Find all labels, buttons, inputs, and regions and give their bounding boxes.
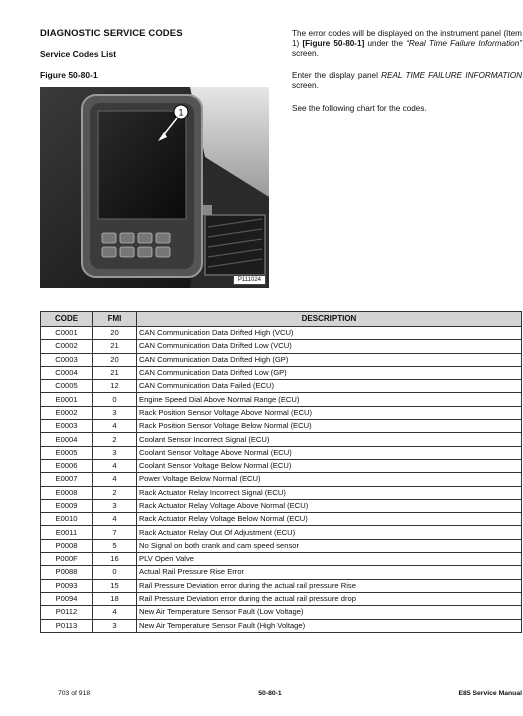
fmi-cell: 4	[93, 459, 137, 472]
code-cell: E0004	[41, 433, 93, 446]
fmi-cell: 0	[93, 393, 137, 406]
code-cell: C0001	[41, 327, 93, 340]
fmi-cell: 4	[93, 606, 137, 619]
instrument-panel-illustration	[40, 87, 269, 288]
description-cell: New Air Temperature Sensor Fault (Low Voltage)	[137, 606, 522, 619]
section-title: DIAGNOSTIC SERVICE CODES	[40, 28, 183, 39]
fmi-cell: 21	[93, 340, 137, 353]
table-row	[41, 566, 522, 579]
manual-title: E85 Service Manual	[458, 690, 522, 697]
description-cell: CAN Communication Data Drifted High (GP)	[137, 353, 522, 366]
code-cell: C0004	[41, 366, 93, 379]
table-row	[41, 606, 522, 619]
code-cell: P0093	[41, 579, 93, 592]
table-row	[41, 499, 522, 512]
description-cell: Coolant Sensor Voltage Above Normal (ECU)	[137, 446, 522, 459]
table-row	[41, 327, 522, 340]
table-row	[41, 433, 522, 446]
table-row	[41, 553, 522, 566]
table-row	[41, 366, 522, 379]
paragraph-see-chart: See the following chart for the codes.	[292, 104, 427, 113]
code-cell: C0002	[41, 340, 93, 353]
description-cell: Actual Rail Pressure Rise Error	[137, 566, 522, 579]
fmi-cell: 20	[93, 327, 137, 340]
header-code: CODE	[41, 312, 93, 327]
fmi-cell: 4	[93, 420, 137, 433]
section-number: 50-80-1	[258, 690, 282, 697]
paragraph-enter-panel: Enter the display panel REAL TIME FAILURE INFORMATION screen.	[292, 71, 522, 90]
code-cell: P0088	[41, 566, 93, 579]
code-cell: E0009	[41, 499, 93, 512]
description-cell: Engine Speed Dial Above Normal Range (ECU)	[137, 393, 522, 406]
table-row	[41, 619, 522, 632]
fmi-cell: 2	[93, 433, 137, 446]
description-cell: Rack Position Sensor Voltage Above Normal (ECU)	[137, 406, 522, 419]
table-row	[41, 340, 522, 353]
description-cell: CAN Communication Data Drifted Low (GP)	[137, 366, 522, 379]
description-cell: CAN Communication Data Failed (ECU)	[137, 380, 522, 393]
code-cell: E0007	[41, 473, 93, 486]
subtitle: Service Codes List	[40, 49, 117, 59]
description-cell: CAN Communication Data Drifted High (VCU)	[137, 327, 522, 340]
table-row	[41, 513, 522, 526]
code-cell: P0094	[41, 592, 93, 605]
code-cell: P0008	[41, 539, 93, 552]
fmi-cell: 18	[93, 592, 137, 605]
code-cell: E0001	[41, 393, 93, 406]
table-row	[41, 539, 522, 552]
fmi-cell: 16	[93, 553, 137, 566]
fmi-cell: 3	[93, 446, 137, 459]
fmi-cell: 5	[93, 539, 137, 552]
description-cell: Rack Actuator Relay Voltage Below Normal (ECU)	[137, 513, 522, 526]
code-cell: C0005	[41, 380, 93, 393]
table-row	[41, 353, 522, 366]
description-cell: PLV Open Valve	[137, 553, 522, 566]
table-header-row	[41, 312, 522, 327]
fmi-cell: 3	[93, 406, 137, 419]
table-row	[41, 446, 522, 459]
description-cell: Coolant Sensor Voltage Below Normal (ECU)	[137, 459, 522, 472]
description-cell: No Signal on both crank and cam speed sensor	[137, 539, 522, 552]
fmi-cell: 15	[93, 579, 137, 592]
code-cell: E0010	[41, 513, 93, 526]
description-cell: CAN Communication Data Drifted Low (VCU)	[137, 340, 522, 353]
code-cell: E0006	[41, 459, 93, 472]
description-cell: Coolant Sensor Incorrect Signal (ECU)	[137, 433, 522, 446]
table-row	[41, 473, 522, 486]
description-cell: Power Voltage Below Normal (ECU)	[137, 473, 522, 486]
paragraph-error-codes: The error codes will be displayed on the instrument panel (Item 1) [Figure 50-80-1] under the “Real Time Failure Information” screen.	[292, 29, 523, 58]
code-cell: E0002	[41, 406, 93, 419]
fmi-cell: 7	[93, 526, 137, 539]
description-cell: Rail Pressure Deviation error during the actual rail pressure Rise	[137, 579, 522, 592]
fmi-cell: 4	[93, 473, 137, 486]
description-cell: Rack Actuator Relay Voltage Above Normal (ECU)	[137, 499, 522, 512]
description-cell: Rack Actuator Relay Out Of Adjustment (ECU)	[137, 526, 522, 539]
code-cell: P0112	[41, 606, 93, 619]
fmi-cell: 4	[93, 513, 137, 526]
description-cell: Rack Position Sensor Voltage Below Normal (ECU)	[137, 420, 522, 433]
table-row	[41, 592, 522, 605]
fmi-cell: 3	[93, 619, 137, 632]
fmi-cell: 0	[93, 566, 137, 579]
code-cell: E0003	[41, 420, 93, 433]
header-fmi: FMI	[93, 312, 137, 327]
table-row	[41, 526, 522, 539]
code-cell: E0011	[41, 526, 93, 539]
table-row	[41, 406, 522, 419]
header-description: DESCRIPTION	[137, 312, 522, 327]
description-cell: Rack Actuator Relay Incorrect Signal (ECU)	[137, 486, 522, 499]
table-row	[41, 393, 522, 406]
table-row	[41, 459, 522, 472]
figure-title: Figure 50-80-1	[40, 70, 98, 80]
table-row	[41, 486, 522, 499]
table-row	[41, 380, 522, 393]
fmi-cell: 12	[93, 380, 137, 393]
callout-number: 1	[178, 107, 184, 118]
fmi-cell: 20	[93, 353, 137, 366]
code-cell: P0113	[41, 619, 93, 632]
description-cell: Rail Pressure Deviation error during the actual rail pressure drop	[137, 592, 522, 605]
instrument-panel-photo	[40, 87, 269, 288]
code-cell: C0003	[41, 353, 93, 366]
code-cell: E0005	[41, 446, 93, 459]
fmi-cell: 2	[93, 486, 137, 499]
page-number: 703 of 918	[58, 690, 91, 697]
fmi-cell: 3	[93, 499, 137, 512]
table-row	[41, 420, 522, 433]
code-cell: P000F	[41, 553, 93, 566]
code-cell: E0008	[41, 486, 93, 499]
figure-label: P111024	[233, 275, 266, 285]
table-row	[41, 579, 522, 592]
description-cell: New Air Temperature Sensor Fault (High Voltage)	[137, 619, 522, 632]
fmi-cell: 21	[93, 366, 137, 379]
service-codes-table	[40, 311, 522, 633]
